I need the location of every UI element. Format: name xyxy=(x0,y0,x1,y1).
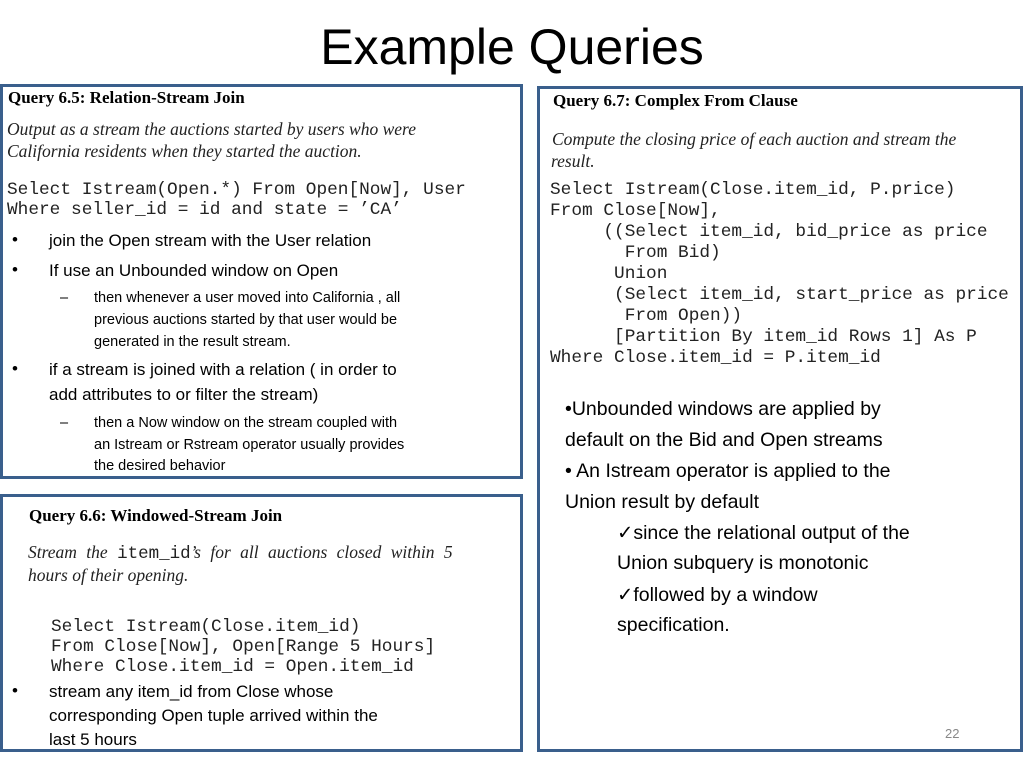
note-text: default on the Bid and Open streams xyxy=(565,429,883,451)
sub-bullet-text: then a Now window on the stream coupled with xyxy=(94,415,398,431)
page-number: 22 xyxy=(945,726,960,741)
bullet-text: corresponding Open tuple arrived within the xyxy=(49,706,378,725)
query-6-5-description-line: California residents when they started the auction. xyxy=(7,141,362,161)
query-6-7-code-line: From Open)) xyxy=(550,306,743,326)
query-6-5-description-line: Output as a stream the auctions started by users who were xyxy=(7,119,416,139)
bullet-marker: • xyxy=(12,230,18,249)
note-text: Union result by default xyxy=(565,491,760,513)
description-code: item_id xyxy=(117,544,191,564)
sub-bullet-text: the desired behavior xyxy=(94,458,226,474)
query-6-6-description-line: hours of their opening. xyxy=(28,565,189,585)
query-6-7-code-line: ((Select item_id, bid_price as price xyxy=(550,222,988,242)
slide-title: Example Queries xyxy=(320,19,704,75)
query-6-6-code-line: From Close[Now], Open[Range 5 Hours] xyxy=(51,637,436,657)
query-6-6-description-line xyxy=(28,542,453,564)
sub-bullet-marker: – xyxy=(60,290,69,306)
bullet-text: if a stream is joined with a relation ( in order to xyxy=(49,360,397,379)
bullet-text: add attributes to or filter the stream) xyxy=(49,385,319,404)
query-6-7-code-line: From Close[Now], xyxy=(550,201,721,221)
bullet-text: last 5 hours xyxy=(49,730,137,749)
bullet-text: stream any item_id from Close whose xyxy=(49,682,334,701)
query-6-7-code-line: Where Close.item_id = P.item_id xyxy=(550,348,881,368)
note-text: • An Istream operator is applied to the xyxy=(565,460,891,482)
query-6-5-title: Query 6.5: Relation-Stream Join xyxy=(8,88,245,107)
note-text: ✓followed by a window xyxy=(617,584,818,606)
query-6-7-code-line: From Bid) xyxy=(550,243,721,263)
query-6-7-code-line: Union xyxy=(550,264,668,284)
query-6-7-code-line: [Partition By item_id Rows 1] As P xyxy=(550,327,977,347)
description-text: ’s for all auctions closed within 5 xyxy=(190,542,453,562)
query-6-7-code-line: (Select item_id, start_price as price xyxy=(550,285,1009,305)
sub-bullet-text: generated in the result stream. xyxy=(94,334,291,350)
description-text: Stream the xyxy=(28,542,118,562)
sub-bullet-marker: – xyxy=(60,415,69,431)
query-6-7-code-line: Select Istream(Close.item_id, P.price) xyxy=(550,180,956,200)
bullet-marker: • xyxy=(12,681,18,700)
sub-bullet-text: then whenever a user moved into California , all xyxy=(94,290,401,306)
bullet-text: If use an Unbounded window on Open xyxy=(49,261,339,280)
sub-bullet-text: an Istream or Rstream operator usually provides xyxy=(94,437,405,453)
query-6-6-code-line: Where Close.item_id = Open.item_id xyxy=(51,657,414,677)
note-text: specification. xyxy=(617,614,730,636)
bullet-text: join the Open stream with the User relation xyxy=(49,231,372,250)
sub-bullet-text: previous auctions started by that user would be xyxy=(94,312,398,328)
bullet-marker: • xyxy=(12,359,18,378)
note-text: •Unbounded windows are applied by xyxy=(565,398,881,420)
query-6-7-description-line: result. xyxy=(551,151,595,171)
query-6-6-title: Query 6.6: Windowed-Stream Join xyxy=(29,506,283,525)
query-6-5-code-line: Where seller_id = id and state = ’CA’ xyxy=(7,200,402,220)
query-6-6-code-line: Select Istream(Close.item_id) xyxy=(51,617,361,637)
query-6-5-code-line: Select Istream(Open.*) From Open[Now], User xyxy=(7,180,466,200)
note-text: ✓since the relational output of the xyxy=(617,522,910,544)
bullet-marker: • xyxy=(12,260,18,279)
note-text: Union subquery is monotonic xyxy=(617,552,869,574)
query-6-7-description-line: Compute the closing price of each auction and stream the xyxy=(552,129,957,149)
query-6-7-title: Query 6.7: Complex From Clause xyxy=(553,91,798,110)
